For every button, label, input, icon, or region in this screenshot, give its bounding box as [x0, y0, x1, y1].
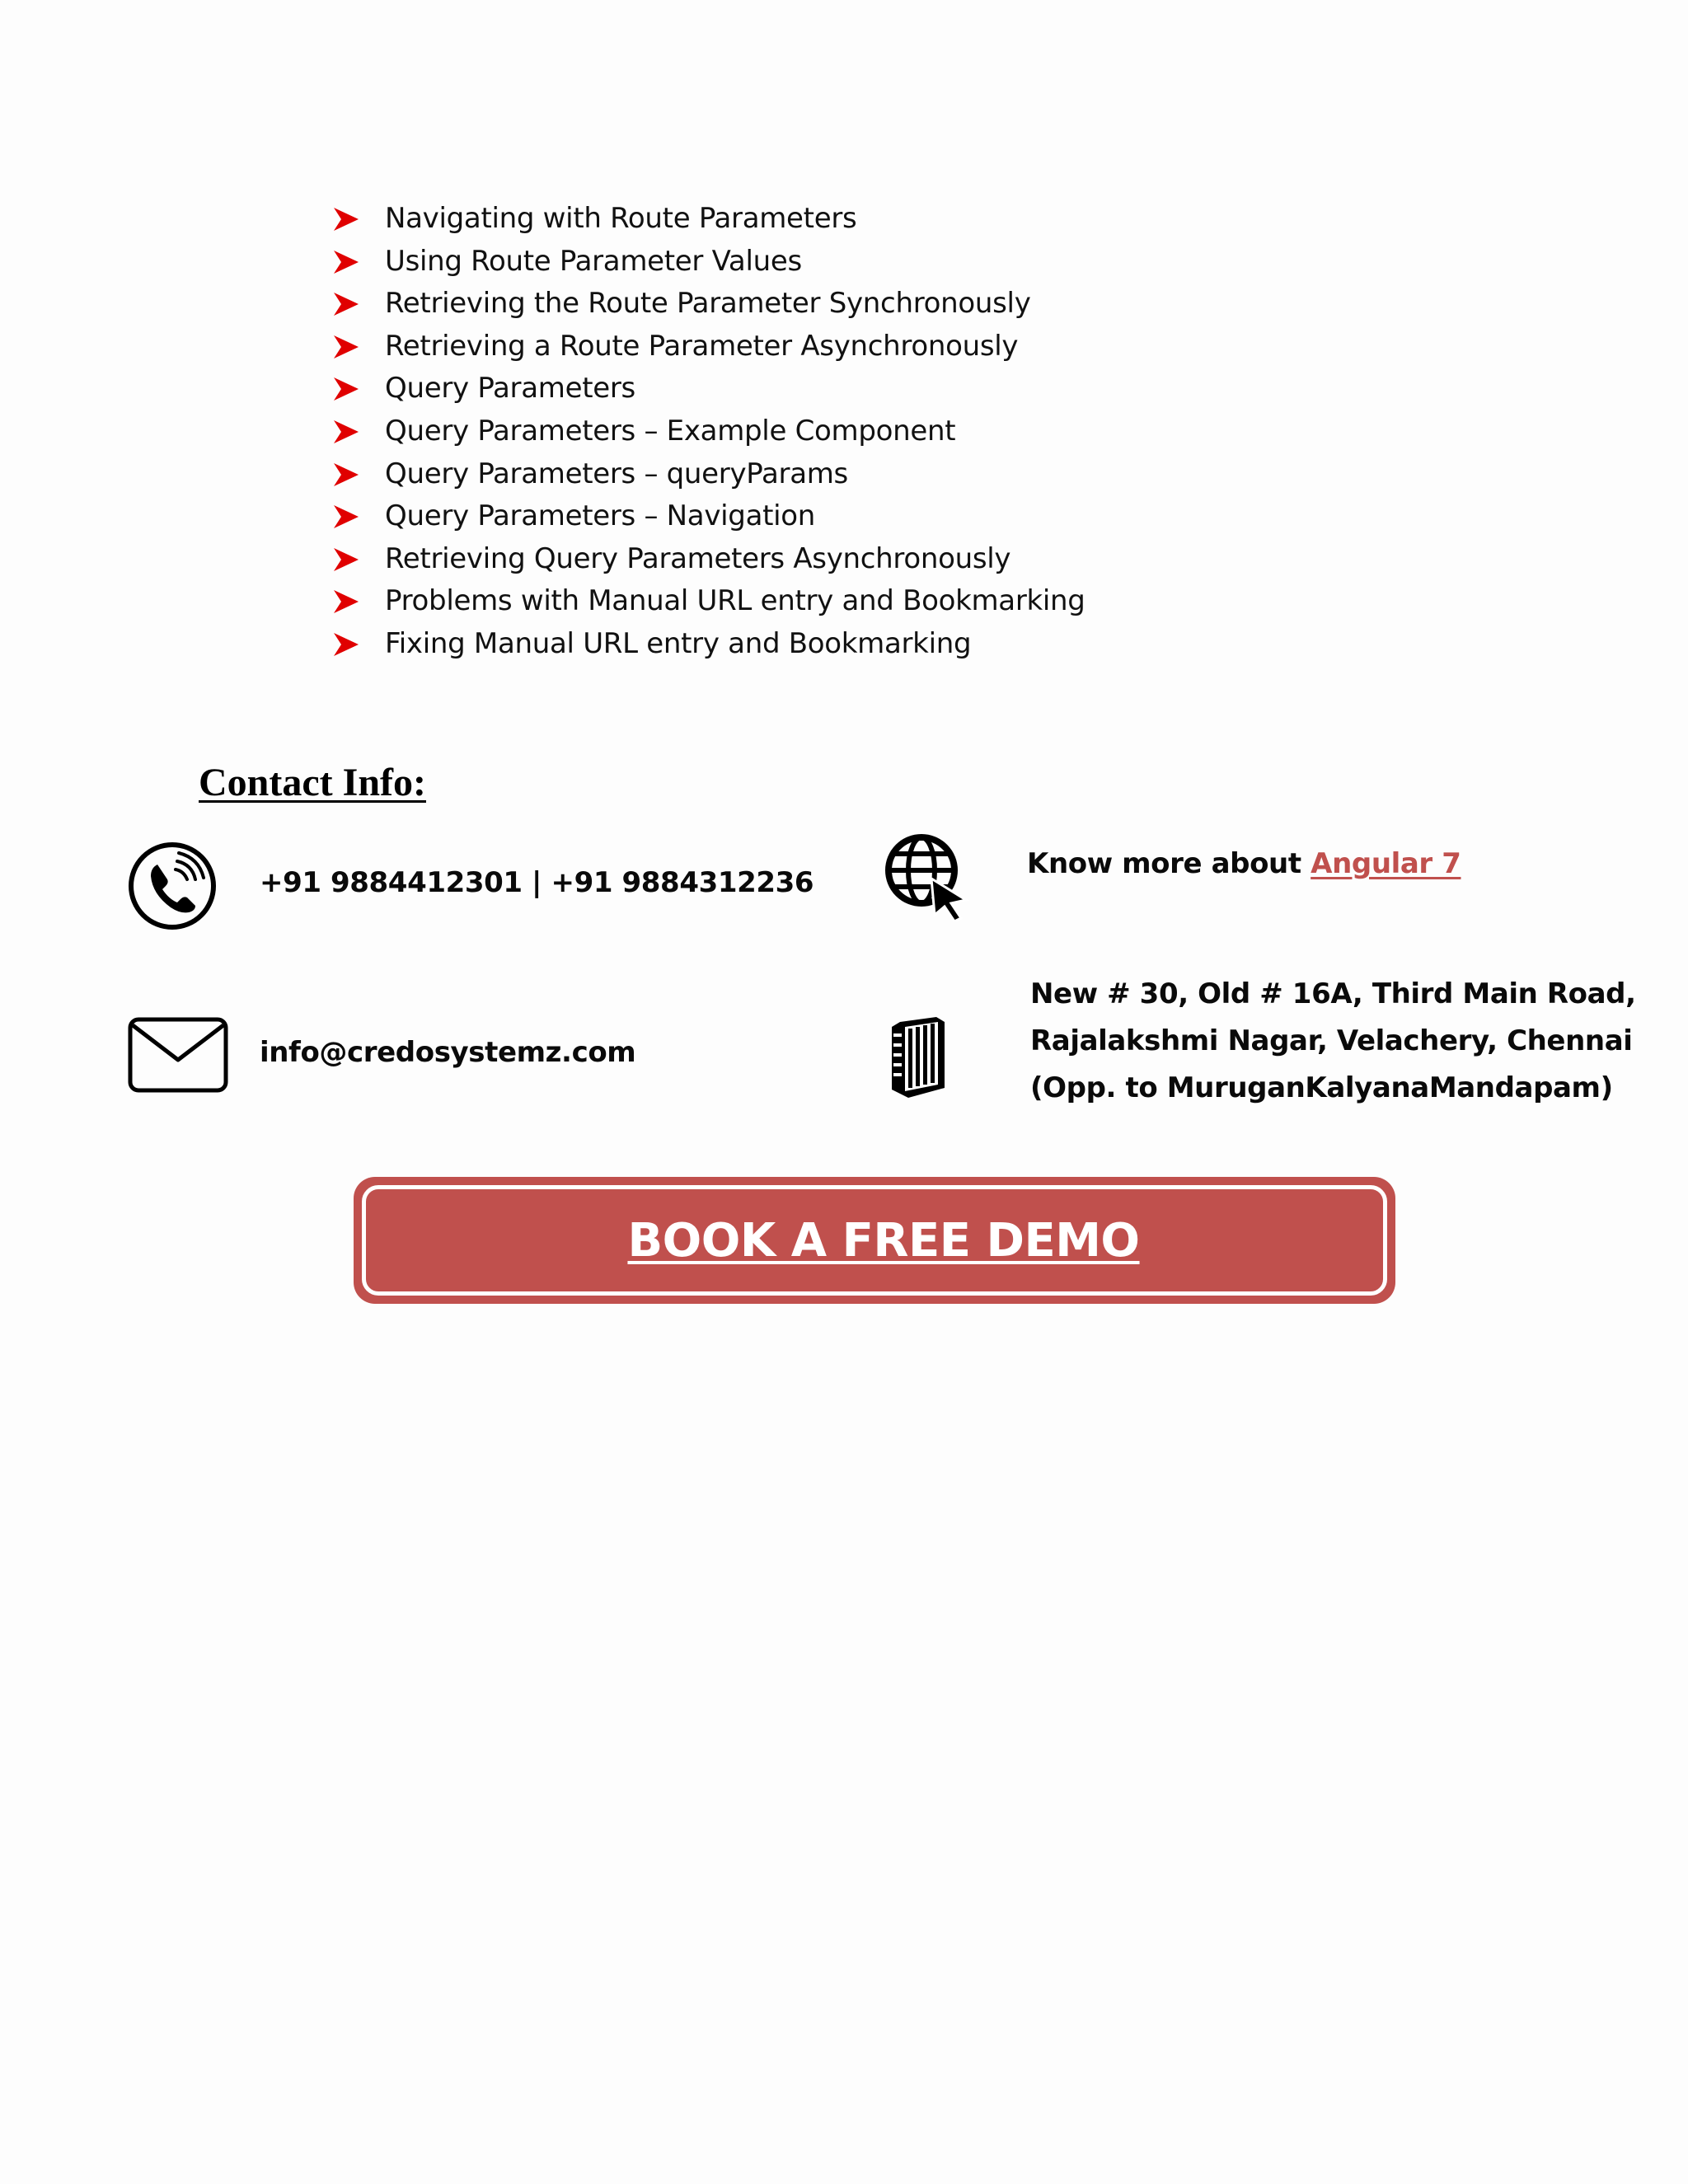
- topic-text: Fixing Manual URL entry and Bookmarking: [385, 626, 972, 660]
- topic-text: Using Route Parameter Values: [385, 244, 802, 278]
- topic-text: Navigating with Route Parameters: [385, 202, 857, 235]
- arrowhead-bullet-icon: [334, 208, 359, 231]
- arrowhead-bullet-icon: [334, 377, 359, 401]
- arrowhead-bullet-icon: [334, 420, 359, 443]
- arrowhead-bullet-icon: [334, 463, 359, 486]
- phone-numbers: +91 9884412301 | +91 9884312236: [260, 866, 814, 899]
- address-line-1: New # 30, Old # 16A, Third Main Road,: [1030, 977, 1636, 1010]
- angular-link[interactable]: Angular 7: [1311, 847, 1461, 880]
- arrowhead-bullet-icon: [334, 251, 359, 274]
- book-demo-button[interactable]: [354, 1177, 1395, 1304]
- arrowhead-bullet-icon: [334, 335, 359, 359]
- know-more-prefix: Know more about: [1027, 847, 1311, 880]
- topic-text: Query Parameters – Example Component: [385, 414, 956, 448]
- topic-text: Retrieving a Route Parameter Asynchronously: [385, 329, 1019, 363]
- book-demo-label[interactable]: BOOK A FREE DEMO: [627, 1213, 1140, 1268]
- book-demo-button-inner: [362, 1185, 1387, 1296]
- arrowhead-bullet-icon: [334, 293, 359, 316]
- globe-cursor-icon: [884, 832, 969, 921]
- address-block: [1030, 971, 1636, 1112]
- arrowhead-bullet-icon: [334, 548, 359, 571]
- phone-icon: [128, 841, 217, 930]
- topic-text: Retrieving Query Parameters Asynchronously: [385, 541, 1011, 575]
- contact-heading: Contact Info:: [199, 761, 426, 804]
- arrowhead-bullet-icon: [334, 633, 359, 656]
- topic-text: Query Parameters: [385, 372, 635, 405]
- arrowhead-bullet-icon: [334, 505, 359, 528]
- envelope-icon: [128, 1017, 228, 1093]
- topic-text: Query Parameters – queryParams: [385, 457, 848, 490]
- address-line-2: Rajalakshmi Nagar, Velachery, Chennai: [1030, 1024, 1633, 1057]
- arrowhead-bullet-icon: [334, 590, 359, 613]
- email-address: info@credosystemz.com: [260, 1036, 636, 1069]
- topic-text: Problems with Manual URL entry and Bookmarking: [385, 584, 1085, 618]
- topic-text: Retrieving the Route Parameter Synchronously: [385, 287, 1031, 321]
- know-more-text: [1027, 847, 1461, 880]
- topic-text: Query Parameters – Navigation: [385, 499, 816, 533]
- address-line-3: (Opp. to MuruganKalyanaMandapam): [1030, 1071, 1613, 1104]
- building-icon: [887, 1015, 950, 1099]
